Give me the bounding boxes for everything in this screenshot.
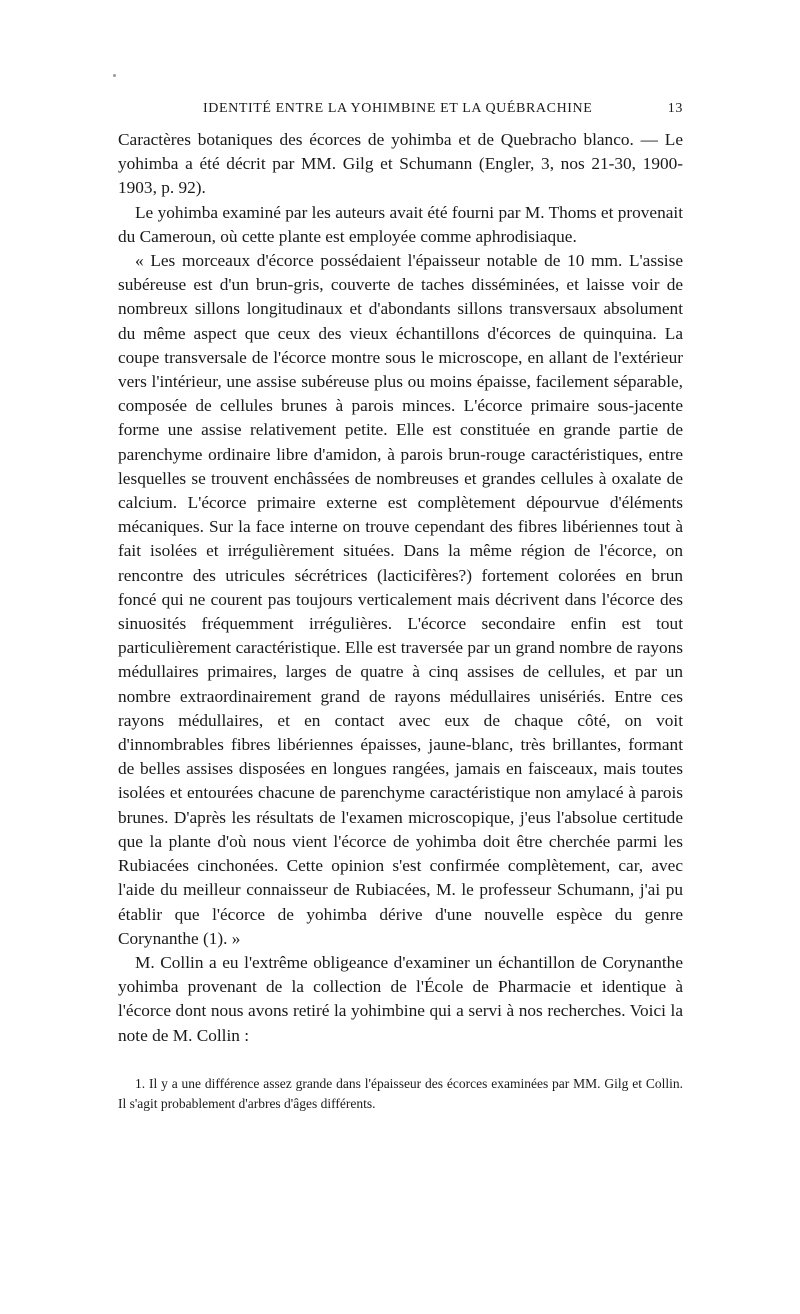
running-title: IDENTITÉ ENTRE LA YOHIMBINE ET LA QUÉBRACHINE xyxy=(203,101,593,116)
running-header xyxy=(118,101,683,123)
paragraph-collin-note: M. Collin a eu l'extrême obligeance d'examiner un échantillon de Corynanthe yohimba provenant de la collection de l'École de Pharmacie et identique à l'écorce dont nous avons retiré la yohimbine qui a servi à nos recherches. Voici la note de M. Collin : xyxy=(118,952,683,1045)
paragraph-botanical-characters: Caractères botaniques des écorces de yohimba et de Quebracho blanco. — Le yohimba a été décrit par MM. Gilg et Schumann (Engler, 3, nos 21-30, 1900-1903, p. 92). xyxy=(118,130,683,198)
page-number: 13 xyxy=(667,101,683,116)
paragraph-yohimba-source: Le yohimba examiné par les auteurs avait été fourni par M. Thoms et provenait du Cameroun, où cette plante est employée comme aphrodisiaque. xyxy=(118,202,683,246)
paragraph-quotation: « Les morceaux d'écorce possédaient l'épaisseur notable de 10 mm. L'assise subéreuse est d'un brun-gris, couverte de taches disséminées, et laisse voir de nombreux sillons longitudinaux et d'abondants sillons transversaux absolument du même aspect que ceux des vieux échantillons d'écorces de quinquina. La coupe transversale de l'écorce montre sous le microscope, en allant de l'extérieur vers l'intérieur, une assise subéreuse plus ou moins épaisse, facilement séparable, composée de cellules brunes à parois minces. L'écorce primaire sous-jacente forme une assise relativement petite. Elle est constituée en grande partie de parenchyme ordinaire libre d'amidon, à parois brun-rouge caractéristiques, entre lesquelles se trouvent enchâssées de nombreuses et grandes cellules à oxalate de calcium. L'écorce primaire externe est complètement dépourvue d'éléments mécaniques. Sur la face interne on trouve cependant des fibres libériennes tout à fait isolées et irrégulièrement situées. Dans la même région de l'écorce, on rencontre des utricules sécrétrices (lacticifères?) fortement colorées en brun foncé qui ne courent pas toujours verticalement mais décrivent dans l'écorce des sinuosités fréquemment irrégulières. L'écorce secondaire enfin est tout particulièrement caractéristique. Elle est traversée par un grand nombre de rayons médullaires primaires, larges de quatre à cinq assises de cellules, et par un nombre extraordinairement grand de rayons médullaires unisériés. Entre ces rayons médullaires, et en contact avec eux de chaque côté, on voit d'innombrables fibres libériennes épaisses, jaune-blanc, très brillantes, formant de belles assises disposées en longues rangées, jamais en faisceaux, mais toutes isolées et entourées chacune de parenchyme caractéristique non amylacé à parois brunes. D'après les résultats de l'examen microscopique, j'eus l'absolue certitude que la plante d'où nous vient l'écorce de yohimba doit être cherchée parmi les Rubiacées cinchonées. Cette opinion s'est confirmée complètement, car, avec l'aide du meilleur connaisseur de Rubiacées, M. le professeur Schumann, j'ai pu établir que l'écorce de yohimba dérive d'une nouvelle espèce du genre Corynanthe (1). » xyxy=(118,251,683,948)
footnote xyxy=(118,1074,683,1114)
print-speck xyxy=(113,74,116,77)
footnote-text: 1. Il y a une différence assez grande dans l'épaisseur des écorces examinées par MM. Gilg et Collin. Il s'agit probablement d'arbres d'âges différents. xyxy=(118,1076,683,1111)
body-text xyxy=(118,128,683,1048)
